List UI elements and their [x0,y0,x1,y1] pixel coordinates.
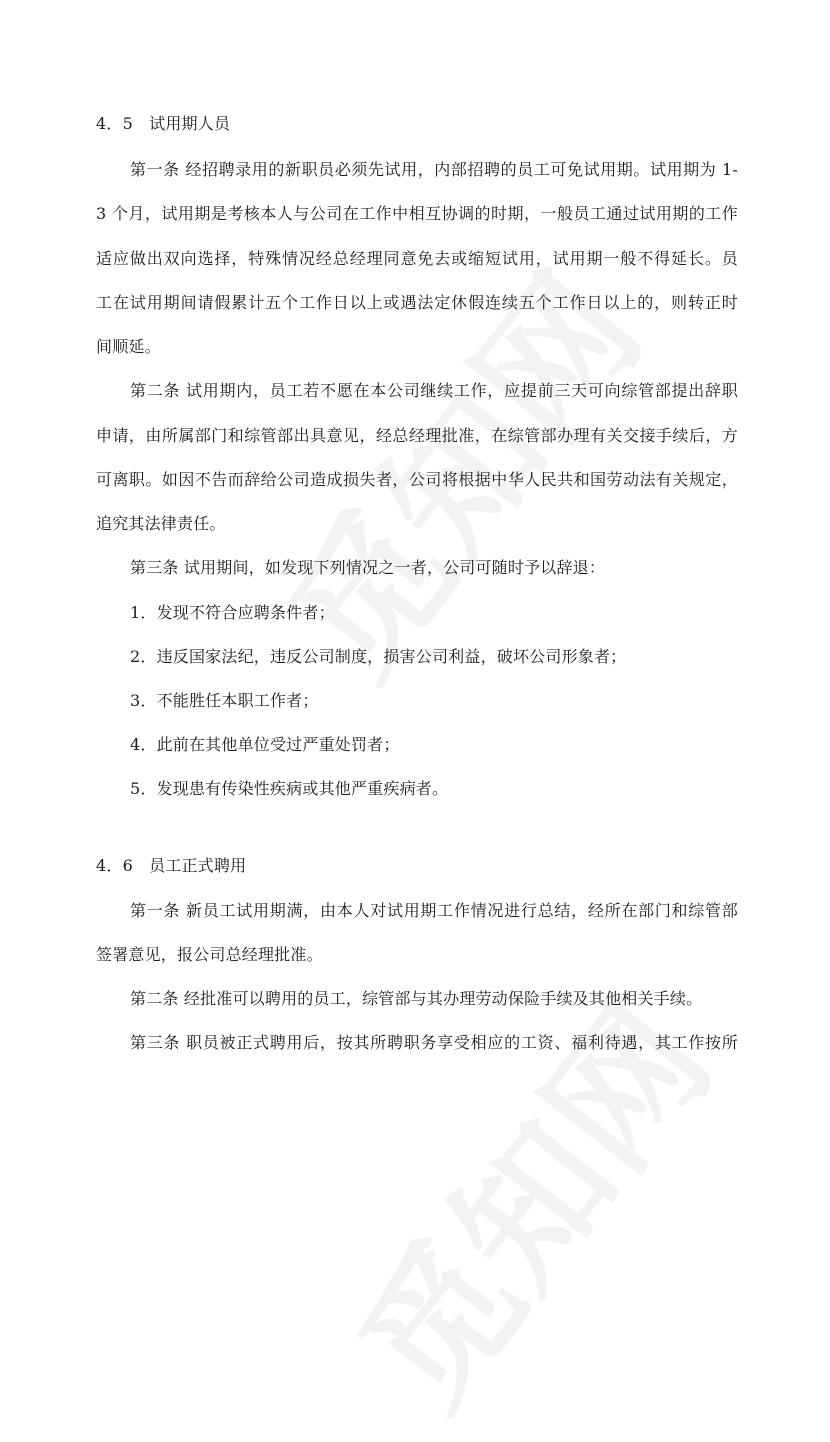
list-item: 4．此前在其他单位受过严重处罚者； [130,735,400,754]
paragraph-line: 适应做出双向选择，特殊情况经总经理同意免去或缩短试用，试用期一般不得延长。员 [96,249,738,268]
watermark [301,954,748,1442]
paragraph-line: 申请，由所属部门和综管部出具意见，经总经理批准，在综管部办理有关交接手续后，方 [96,426,738,445]
paragraph-line: 第二条 试用期内，员工若不愿在本公司继续工作，应提前三天可向综管部提出辞职 [130,381,738,400]
paragraph-line: 第一条 新员工试用期满，由本人对试用期工作情况进行总结，经所在部门和综管部 [130,901,738,920]
list-item: 5．发现患有传染性疾病或其他严重疾病者。 [130,779,449,798]
paragraph-line: 第三条 职员被正式聘用后，按其所聘职务享受相应的工资、福利待遇，其工作按所 [130,1033,738,1052]
list-item: 2．违反国家法纪，违反公司制度，损害公司利益，破坏公司形象者； [130,647,627,666]
paragraph-line: 3 个月，试用期是考核本人与公司在工作中相互协调的时期，一般员工通过试用期的工作 [96,204,738,223]
paragraph-line: 签署意见，报公司总经理批准。 [96,945,323,964]
paragraph-line: 第三条 试用期间，如发现下列情况之一者，公司可随时予以辞退： [130,558,606,577]
paragraph-line: 第二条 经批准可以聘用的员工，综管部与其办理劳动保险手续及其他相关手续。 [130,989,703,1008]
paragraph-line: 可离职。如因不告而辞给公司造成损失者，公司将根据中华人民共和国劳动法有关规定， [96,470,738,489]
paragraph-line: 工在试用期间请假累计五个工作日以上或遇法定休假连续五个工作日以上的，则转正时 [96,293,738,312]
section-heading: 4．5 试用期人员 [96,114,231,133]
list-item: 3．不能胜任本职工作者； [130,691,319,710]
section-heading: 4．6 员工正式聘用 [96,856,247,875]
paragraph-line: 第一条 经招聘录用的新职员必须先试用，内部招聘的员工可免试用期。试用期为 1- [130,160,738,179]
paragraph-line: 追究其法律责任。 [96,514,226,533]
paragraph-line: 间顺延。 [96,337,161,356]
list-item: 1．发现不符合应聘条件者； [130,603,335,622]
